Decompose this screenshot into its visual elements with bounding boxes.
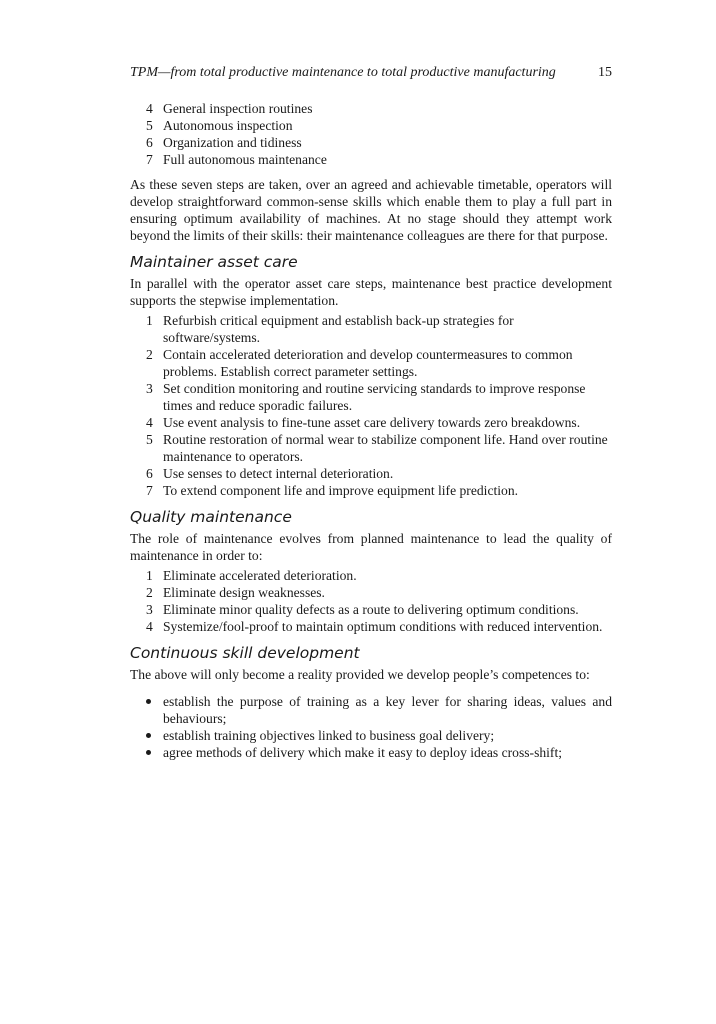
section-heading-continuous-skill-development: Continuous skill development (130, 644, 360, 662)
item-text: Eliminate minor quality defects as a route to delivering optimum conditions. (163, 602, 579, 617)
quality-paragraph: The role of maintenance evolves from planned maintenance to lead the quality of maintenance in order to: (130, 531, 612, 563)
item-number: 2 (146, 347, 153, 362)
maintainer-numbered-list (130, 312, 612, 499)
list-item (130, 100, 612, 117)
item-number: 4 (146, 415, 153, 430)
skill-paragraph: The above will only become a reality provided we develop people’s competences to: (130, 667, 590, 682)
list-item (130, 693, 612, 727)
running-head-title: TPM—from total productive maintenance to total productive manufacturing (130, 65, 556, 80)
list-item (130, 346, 612, 380)
item-text: establish the purpose of training as a key lever for sharing ideas, values and behaviours; (163, 694, 612, 726)
list-item (130, 601, 612, 618)
item-number: 6 (146, 466, 153, 481)
book-page (130, 64, 612, 761)
item-text: establish training objectives linked to business goal delivery; (163, 728, 495, 743)
item-number: 1 (146, 568, 153, 583)
list-item (130, 584, 612, 601)
skill-bullet-list (130, 693, 612, 761)
list-item (130, 431, 612, 465)
item-text: Use event analysis to fine-tune asset care delivery towards zero breakdowns. (163, 415, 581, 430)
item-number: 5 (146, 118, 153, 133)
section-heading-quality-maintenance: Quality maintenance (130, 508, 292, 526)
item-text: To extend component life and improve equipment life prediction. (163, 483, 519, 498)
item-text: Set condition monitoring and routine servicing standards to improve response times and reduce sporadic failures. (163, 381, 586, 413)
item-text: Eliminate accelerated deterioration. (163, 568, 357, 583)
list-item (130, 744, 612, 761)
list-item (130, 465, 612, 482)
item-number: 3 (146, 381, 153, 396)
item-text: Contain accelerated deterioration and develop countermeasures to common problems. Establish correct parameter settings. (163, 347, 573, 379)
item-number: 4 (146, 619, 153, 634)
item-text: Use senses to detect internal deterioration. (163, 466, 394, 481)
list-item (130, 134, 612, 151)
bullet-icon (146, 750, 151, 755)
item-text: Eliminate design weaknesses. (163, 585, 325, 600)
item-number: 6 (146, 135, 153, 150)
list-item (130, 414, 612, 431)
item-text: Refurbish critical equipment and establish back-up strategies for software/systems. (163, 313, 514, 345)
item-text: Routine restoration of normal wear to stabilize component life. Hand over routine maintenance to operators. (163, 432, 608, 464)
running-head (130, 64, 612, 86)
item-text: General inspection routines (163, 101, 313, 116)
section-heading-maintainer-asset-care: Maintainer asset care (130, 253, 298, 271)
list-item (130, 567, 612, 584)
item-number: 2 (146, 585, 153, 600)
intro-paragraph: As these seven steps are taken, over an agreed and achievable timetable, operators will develop straightforward common-sense skills which enable them to play a full part in ensuring optimum availability of machines. At no stage should they attempt work beyond the limits of their skills: their maintenance colleagues are there for that purpose. (130, 177, 612, 243)
item-text: Autonomous inspection (163, 118, 293, 133)
bullet-icon (146, 699, 151, 704)
page-number: 15 (598, 65, 612, 80)
list-item (130, 482, 612, 499)
list-item (130, 151, 612, 168)
item-number: 7 (146, 483, 153, 498)
item-number: 7 (146, 152, 153, 167)
quality-numbered-list (130, 567, 612, 635)
item-number: 4 (146, 101, 153, 116)
list-item (130, 117, 612, 134)
list-item (130, 380, 612, 414)
item-number: 1 (146, 313, 153, 328)
item-text: Systemize/fool-proof to maintain optimum conditions with reduced intervention. (163, 619, 603, 634)
item-text: Full autonomous maintenance (163, 152, 327, 167)
list-item (130, 618, 612, 635)
maintainer-paragraph: In parallel with the operator asset care steps, maintenance best practice development supports the stepwise implementation. (130, 276, 612, 308)
item-text: agree methods of delivery which make it easy to deploy ideas cross-shift; (163, 745, 563, 760)
item-number: 5 (146, 432, 153, 447)
item-number: 3 (146, 602, 153, 617)
list-item (130, 727, 612, 744)
list-item (130, 312, 612, 346)
item-text: Organization and tidiness (163, 135, 302, 150)
bullet-icon (146, 733, 151, 738)
intro-numbered-list (130, 100, 612, 168)
